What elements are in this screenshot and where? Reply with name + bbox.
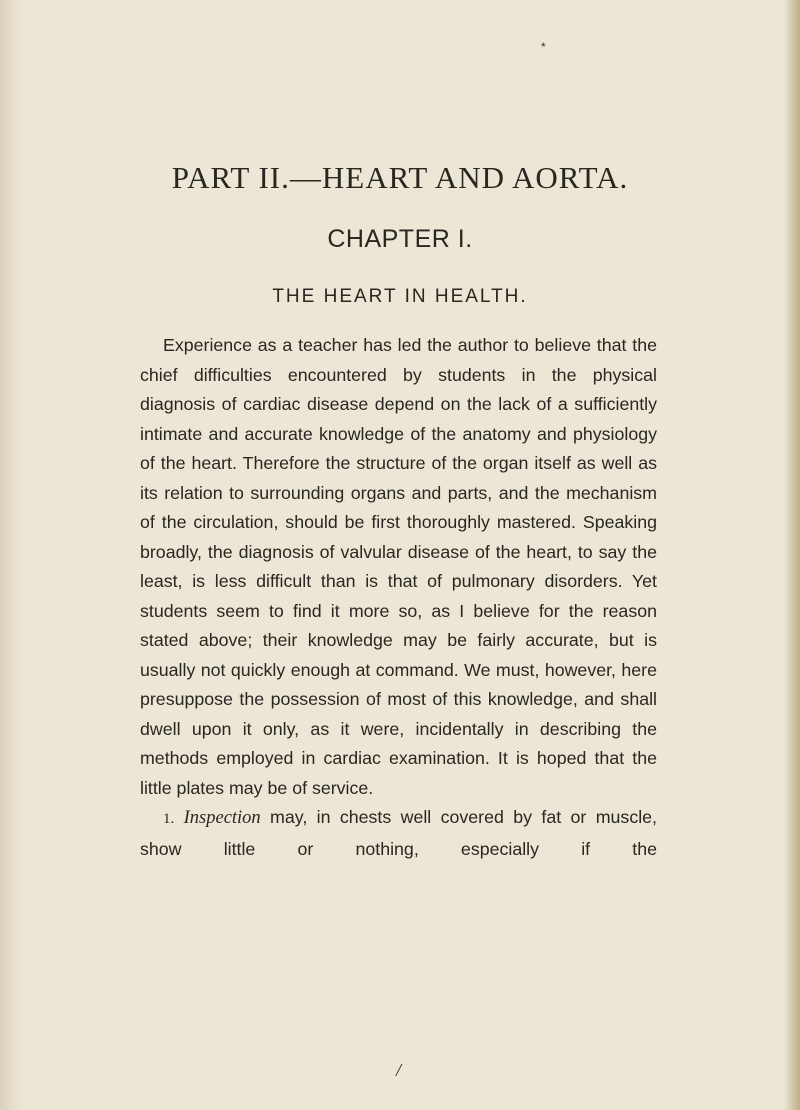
body-text [140, 331, 657, 864]
paragraph-number: 1. [163, 811, 175, 827]
section-title: THE HEART IN HEALTH. [272, 286, 528, 307]
signature-mark: / [396, 1060, 402, 1080]
italic-term: Inspection [183, 808, 261, 828]
paragraph-1: Experience as a teacher has led the author to believe that the chief difficulties encountered by students in the physical diagnosis of cardiac disease depend on the lack of a sufficiently intimate and accurate knowledge of the anatomy and physiology of the heart. Therefore the structure of the organ itself as well as its relation to surrounding organs and parts, and the mechanism of the circulation, should be first thoroughly mastered. Speaking broadly, the diagnosis of valvular disease of the heart, to say the least, is less difficult than is that of pulmonary disorders. Yet students seem to find it more so, as I believe for the reason stated above; their knowledge may be fairly accurate, but is usually not quickly enough at command. We must, however, here presuppose the possession of most of this knowledge, and shall dwell upon it only, as it were, incidentally in describing the methods employed in cardiac examination. It is hoped that the little plates may be of service. [140, 335, 657, 798]
paragraph-2-text: may, in chests well covered by fat or muscle, show little or nothing, especially if the [140, 807, 657, 859]
printer-mark: * [541, 40, 546, 54]
paragraph-2 [140, 803, 657, 864]
chapter-title: CHAPTER I. [327, 225, 473, 253]
part-title: PART II.—HEART AND AORTA. [171, 160, 629, 195]
